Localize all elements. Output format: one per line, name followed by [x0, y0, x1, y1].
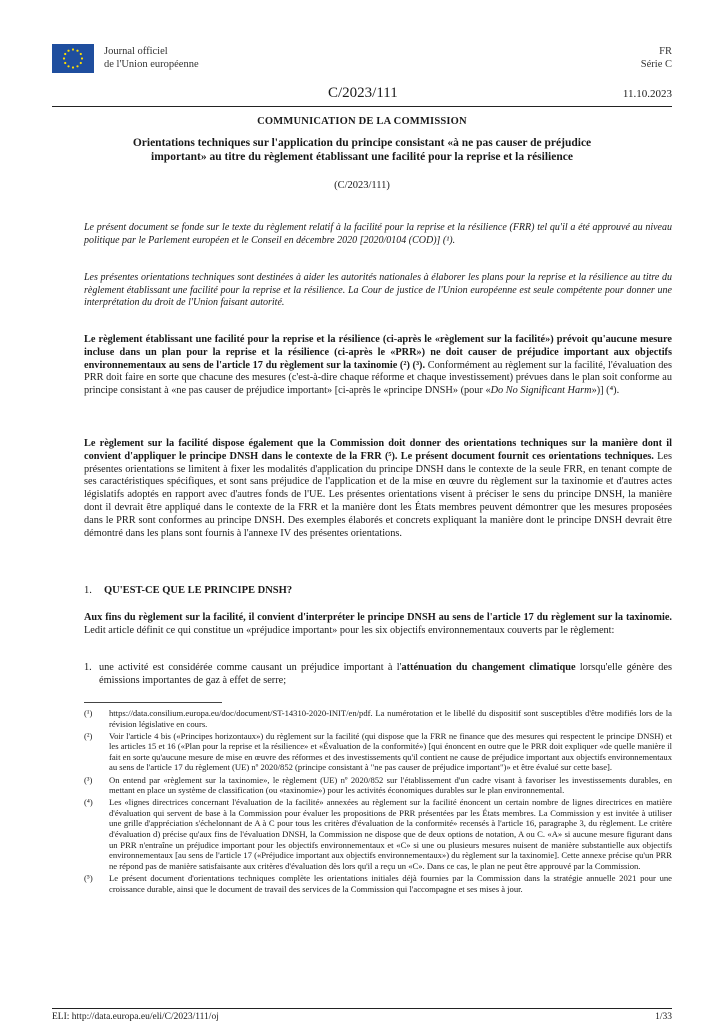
intro-paragraph-1: Le présent document se fonde sur le texte du règlement relatif à la facilité pour la reprise et la résilience (FRR) tel qu'il a été approuvé au niveau politique par le Parlement européen et le Conseil en décembre 2020 [2020/0104 (COD)] (¹).: [84, 222, 672, 246]
document-id-row: [52, 84, 672, 107]
paragraph-1-italic: Do No Significant Harm: [490, 385, 592, 397]
paragraph-1-bold: Le règlement établissant une facilité pour la reprise et la résilience (ci-après le «règlement sur la facilité») prévoit qu'aucune mesure incluse dans un plan pour la reprise et la résilience (ci-après le «PRR») ne doit causer de préjudice important aux objectifs environnementaux au sens de l'article 17 du règlement sur la taxinomie (²) (³).: [84, 334, 672, 371]
page-number: 1/33: [655, 1012, 672, 1022]
footnote-text: https://data.consilium.europa.eu/doc/document/ST-14310-2020-INIT/en/pdf. La numérotation et le libellé du dispositif sont susceptibles d'être modifiés lors de la révision législative en cours.: [109, 708, 672, 729]
document-title: Orientations techniques sur l'application du principe consistant «à ne pas causer de préjudice important» au titre du règlement établissant une facilité pour la reprise et la résilience: [132, 137, 592, 163]
list-item-bold: atténuation du changement climatique: [401, 662, 576, 673]
footnote-number: (⁴): [84, 797, 93, 808]
footnote-1: [84, 708, 672, 729]
footnote-text: Les «lignes directrices concernant l'évaluation de la facilité» annexées au règlement sur la facilité énoncent un certain nombre de lignes directrices en matière d'évaluation qui servent de base à la Commission pour évaluer les propositions de PRR présentées par les États membres. La Commission y est invitée à utiliser une grille d'appréciation s'échelonnant de A à C pour tous les critères d'évaluation de la conformité» recensés à l'article 16, paragraphe 3, du règlement. Le critère d'évaluation d) précise qu'aux fins de l'évaluation DNSH, la Commission ne dispose que de deux options de notation, A ou C. «A» si aucune mesure figurant dans un PRR n'entraîne un préjudice important pour les objectifs environnementaux et «C» si une ou plusieurs mesures nuisent de manière substantielle aux objectifs environnementaux [au sens de l'article 17 («Préjudice important aux objectifs environnementaux») du règlement sur la taxinomie]. Cette annexe précise qu'un PRR ne répond pas de manière satisfaisante aux critères d'évaluation dès lors qu'il a reçu un «C». Dans ce cas, le plan ne peut être approuvé par la Commission.: [109, 797, 672, 871]
eu-flag-star: [76, 65, 78, 67]
list-item-text: [99, 662, 672, 688]
eu-flag-star: [76, 50, 78, 52]
language-code: FR: [659, 46, 672, 57]
list-item: [84, 662, 672, 688]
eu-flag-star: [72, 48, 74, 50]
communication-heading: COMMUNICATION DE LA COMMISSION: [257, 116, 467, 127]
section-1-paragraph: [84, 612, 672, 638]
eu-flag-icon: [52, 44, 94, 73]
eu-flag-star: [67, 50, 69, 52]
document-id: C/2023/111: [328, 85, 398, 101]
eu-flag-star: [80, 62, 82, 64]
eu-flag-star: [64, 53, 66, 55]
eu-flag-star: [67, 65, 69, 67]
intro-paragraph-2: Les présentes orientations techniques sont destinées à aider les autorités nationales à élaborer les plans pour la reprise et la résilience au titre du règlement établissant une facilité pour la reprise et la résilience. La Cour de justice de l'Union européenne est seule compétente pour donner une interprétation du droit de l'Union faisant autorité.: [84, 272, 672, 309]
language-series: [641, 45, 672, 71]
footnote-text: Voir l'article 4 bis («Principes horizontaux») du règlement sur la facilité (qui dispose que la FRR ne finance que des mesures qui respectent le principe DNSH) et les articles 15 et 16 («Plan pour la reprise et la résilience» et «Évaluation de la conformité») [qui énoncent en outre que le PRR doit expliquer «de quelle manière il fait en sorte qu'aucune mesure de mise en œuvre des réformes et des investissements qu'il contient ne cause de préjudice important aux objectifs environnementaux au sens de l'article 17 du règlement (UE) nº 2020/852 (principe consistant à "ne pas causer de préjudice important")» et être évalué sur cette base].: [109, 730, 672, 773]
document-reference: (C/2023/111): [334, 180, 390, 191]
footnote-3: [84, 775, 672, 796]
paragraph-1-text-b: »)] (⁴).: [591, 385, 620, 397]
eu-flag-star: [63, 57, 65, 59]
footnote-4: [84, 797, 672, 871]
paragraph-1-text-a: Conformément au règlement sur la facilité, l'évaluation des PRR doit faire en sorte que chacune des mesures (c'est-à-dire chaque réforme et chaque investissement) prévues dans le plan soit conforme au principe consistant à «ne pas causer de préjudice important» [ci-après le «principe DNSH» (pour «: [84, 359, 672, 397]
footnote-5: [84, 873, 672, 894]
publication-date: 11.10.2023: [622, 88, 672, 100]
section-1-title: QU'EST-CE QUE LE PRINCIPE DNSH?: [104, 585, 293, 596]
list-item-text-a: une activité est considérée comme causant un préjudice important à l': [99, 662, 402, 673]
eu-flag-star: [81, 57, 83, 59]
journal-header: [52, 44, 672, 80]
journal-name: [104, 45, 199, 71]
footer-separator: [52, 1008, 672, 1009]
footnote-number: (⁵): [84, 872, 93, 883]
eu-flag-star: [64, 62, 66, 64]
eu-flag-star: [80, 53, 82, 55]
footnote-number: (²): [84, 730, 93, 741]
journal-line-1: Journal officiel: [104, 46, 168, 57]
series-label: Série C: [640, 59, 672, 70]
eu-flag-star: [72, 66, 74, 68]
footnote-text: Le présent document d'orientations techniques complète les orientations initiales déjà fournies par la Commission dans la stratégie annuelle 2021 pour une croissance durable, ainsi que le document de travail des services de la Commission qui l'accompagne et ses mises à jour.: [109, 872, 672, 894]
footnote-number: (¹): [84, 708, 93, 718]
footnotes: [84, 708, 672, 896]
eli-link[interactable]: ELI: http://data.europa.eu/eli/C/2023/111/oj: [52, 1012, 219, 1022]
list-item-number: 1.: [84, 662, 92, 673]
paragraph-2-text: Les présentes orientations se limitent à fixer les modalités d'application du principe DNSH dans le contexte de la seule FRR, en tenant compte de ses caractéristiques spécifiques, et sont sans préjudice de l'application et de la mise en œuvre du règlement sur la taxinomie et d'autres actes législatifs adoptés en rapport avec d'autres fonds de l'UE. Les présentes orientations visent à préciser le sens du principe DNSH, la manière dont il devrait être appliqué dans le contexte de la FRR et la manière dont les États membres peuvent démontrer que les mesures proposées dans le PRR sont conformes au principe DNSH. Des exemples élaborés et concrets expliquant la manière dont le principe DNSH devrait être démontré dans les plans sont fournis à l'annexe IV des présentes orientations.: [84, 450, 672, 539]
footnote-separator: [84, 702, 222, 703]
footnote-2: [84, 731, 672, 773]
list-item-text-b: lorsqu'elle génère des émissions importantes de gaz à effet de serre;: [99, 662, 673, 686]
section-1-number: 1.: [84, 585, 92, 596]
journal-line-2: de l'Union européenne: [104, 59, 199, 70]
body-paragraph-2: [84, 438, 672, 540]
footnote-number: (³): [84, 774, 93, 785]
section-1-text: Ledit article définit ce qui constitue un «préjudice important» pour les six objectifs environnementaux couverts par le règlement:: [84, 624, 615, 636]
footnote-text: On entend par «règlement sur la taxinomie», le règlement (UE) nº 2020/852 sur l'établissement d'un cadre visant à favoriser les investissements durables, en mettant en place un système de classification (ou «taxinomie») pour les activités économiques durables sur le plan environnemental.: [109, 774, 672, 796]
body-paragraph-1: [84, 334, 672, 398]
paragraph-2-bold: Le règlement sur la facilité dispose également que la Commission doit donner des orientations techniques sur la manière dont il convient d'appliquer le principe DNSH dans le contexte de la FRR (⁵). Le présent document fournit ces orientations techniques.: [84, 438, 672, 462]
section-1-bold: Aux fins du règlement sur la facilité, il convient d'interpréter le principe DNSH au sens de l'article 17 du règlement sur la taxinomie.: [84, 612, 672, 623]
section-1-heading: [84, 585, 292, 596]
